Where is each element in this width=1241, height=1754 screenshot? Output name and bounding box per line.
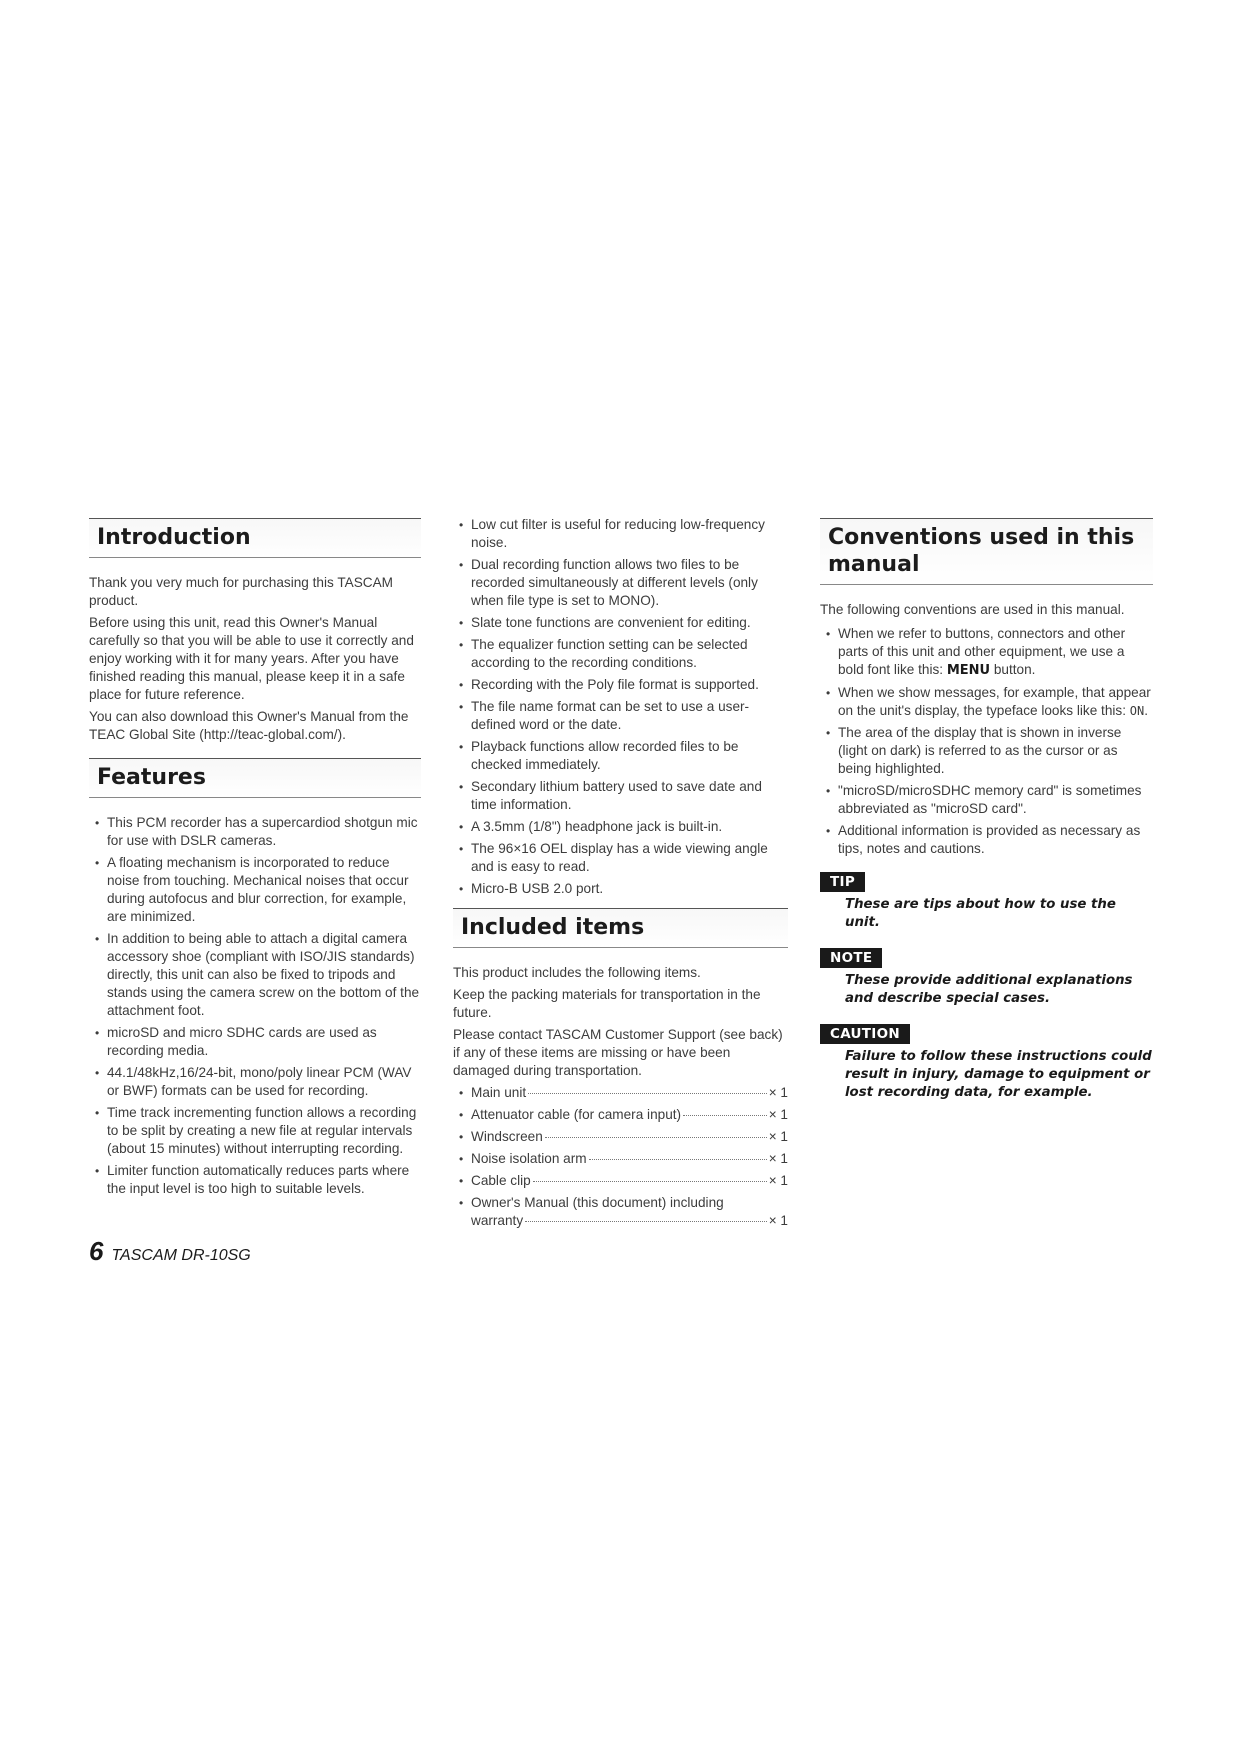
list-item: • The area of the display that is shown in inverse (light on dark) is referred to as the cursor or as being highlighted. — [820, 724, 1153, 778]
item-quantity: × 1 — [768, 1151, 788, 1166]
list-item: • Limiter function automatically reduces parts where the input level is too high to suitable levels. — [89, 1162, 421, 1198]
list-item: • The equalizer function setting can be selected according to the recording conditions. — [453, 636, 788, 672]
list-item: • Dual recording function allows two files to be recorded simultaneously at different levels (only when file type is set to MONO). — [453, 556, 788, 610]
included-paragraph: Please contact TASCAM Customer Support (see back) if any of these items are missing or have been damaged during transportation. — [453, 1027, 783, 1078]
list-item: • The file name format can be set to use a user-defined word or the date. — [453, 698, 788, 734]
page-footer — [89, 1236, 251, 1267]
list-item: • A 3.5mm (1/8") headphone jack is built-in. — [453, 818, 788, 836]
conventions-header — [820, 518, 1153, 585]
features-list-continued — [453, 516, 788, 898]
list-item — [453, 1084, 788, 1102]
item-quantity: × 1 — [768, 1173, 788, 1188]
list-item: • Recording with the Poly file format is supported. — [453, 676, 788, 694]
included-items-title: Included items — [461, 915, 645, 940]
item-quantity: × 1 — [768, 1085, 788, 1100]
caution-block — [820, 1024, 1153, 1102]
list-item: • The 96×16 OEL display has a wide viewing angle and is easy to read. — [453, 840, 788, 876]
note-block — [820, 948, 1153, 1008]
list-item: • Time track incrementing function allows a recording to be split by creating a new file at regular intervals (about 15 minutes) without interrupting recording. — [89, 1104, 421, 1158]
list-item — [453, 1172, 788, 1190]
list-item: • Secondary lithium battery used to save date and time information. — [453, 778, 788, 814]
list-item: • Playback functions allow recorded files to be checked immediately. — [453, 738, 788, 774]
page-number: 6 — [89, 1236, 104, 1266]
list-item — [453, 1106, 788, 1124]
list-item: • Micro-B USB 2.0 port. — [453, 880, 788, 898]
introduction-title: Introduction — [97, 525, 251, 550]
list-item: • When we show messages, for example, that appear on the unit's display, the typeface looks like this: ON. — [820, 684, 1153, 720]
note-label: NOTE — [820, 948, 882, 968]
included-items-list — [453, 1084, 788, 1230]
caution-label: CAUTION — [820, 1024, 910, 1044]
item-name: • Main unit — [471, 1085, 527, 1100]
features-header — [89, 758, 421, 798]
item-quantity: × 1 — [768, 1213, 788, 1228]
list-item: • A floating mechanism is incorporated to reduce noise from touching. Mechanical noises that occur during autofocus and blur correction, for example, are minimized. — [89, 854, 421, 926]
intro-paragraph: Before using this unit, read this Owner's Manual carefully so that you will be able to use it correctly and enjoy working with it for many years. After you have finished reading this manual, please keep it in a safe place for future reference. — [89, 615, 414, 702]
list-item: • microSD and micro SDHC cards are used as recording media. — [89, 1024, 421, 1060]
display-text-example: ON — [1129, 704, 1145, 718]
item-name: Owner's Manual (this document) including — [471, 1195, 724, 1210]
column-right — [820, 518, 1153, 1118]
list-item: • "microSD/microSDHC memory card" is sometimes abbreviated as "microSD card". — [820, 782, 1153, 818]
included-paragraph: Keep the packing materials for transportation in the future. — [453, 987, 761, 1020]
list-item — [453, 1128, 788, 1146]
tip-block — [820, 872, 1153, 932]
item-name: • Noise isolation arm — [471, 1151, 587, 1166]
note-text: These provide additional explanations and describe special cases. — [845, 973, 1133, 1006]
list-item: • When we refer to buttons, connectors and other parts of this unit and other equipment, we use a bold font like this: MENU button. — [820, 625, 1153, 680]
list-item — [453, 1150, 788, 1168]
list-item: • In addition to being able to attach a digital camera accessory shoe (compliant with ISO/JIS standards) directly, this unit can also be fixed to tripods and stands using the camera screw on the bottom of the attachment foot. — [89, 930, 421, 1020]
included-items-header — [453, 908, 788, 948]
column-middle — [453, 516, 788, 1234]
list-item: • This PCM recorder has a supercardiod shotgun mic for use with DSLR cameras. — [89, 814, 421, 850]
list-item: • 44.1/48kHz,16/24-bit, mono/poly linear PCM (WAV or BWF) formats can be used for recording. — [89, 1064, 421, 1100]
conventions-title: Conventions used in this manual — [828, 525, 1135, 577]
introduction-header — [89, 518, 421, 558]
column-left — [89, 518, 421, 1202]
menu-button-example: MENU — [946, 663, 991, 678]
conventions-list — [820, 625, 1153, 858]
list-item: • Additional information is provided as necessary as tips, notes and cautions. — [820, 822, 1153, 858]
included-paragraph: This product includes the following items. — [453, 965, 701, 980]
list-item: • Low cut filter is useful for reducing low-frequency noise. — [453, 516, 788, 552]
item-name: • Attenuator cable (for camera input) — [471, 1107, 682, 1122]
item-quantity: × 1 — [768, 1107, 788, 1122]
features-list — [89, 814, 421, 1198]
caution-text: Failure to follow these instructions could result in injury, damage to equipment or lost recording data, for example. — [845, 1049, 1152, 1100]
tip-text: These are tips about how to use the unit. — [845, 897, 1116, 930]
item-name: • Windscreen — [471, 1129, 543, 1144]
intro-paragraph: You can also download this Owner's Manual from the TEAC Global Site (http://teac-global.com/). — [89, 709, 409, 742]
features-title: Features — [97, 765, 206, 790]
item-quantity: × 1 — [768, 1129, 788, 1144]
model-name: TASCAM DR-10SG — [111, 1247, 251, 1264]
intro-paragraph: Thank you very much for purchasing this TASCAM product. — [89, 575, 393, 608]
item-name: • Cable clip — [471, 1173, 531, 1188]
conventions-intro: The following conventions are used in this manual. — [820, 602, 1125, 617]
list-item: • Slate tone functions are convenient for editing. — [453, 614, 788, 632]
item-name-continued: warranty — [471, 1213, 524, 1228]
tip-label: TIP — [820, 872, 865, 892]
list-item — [453, 1194, 788, 1230]
